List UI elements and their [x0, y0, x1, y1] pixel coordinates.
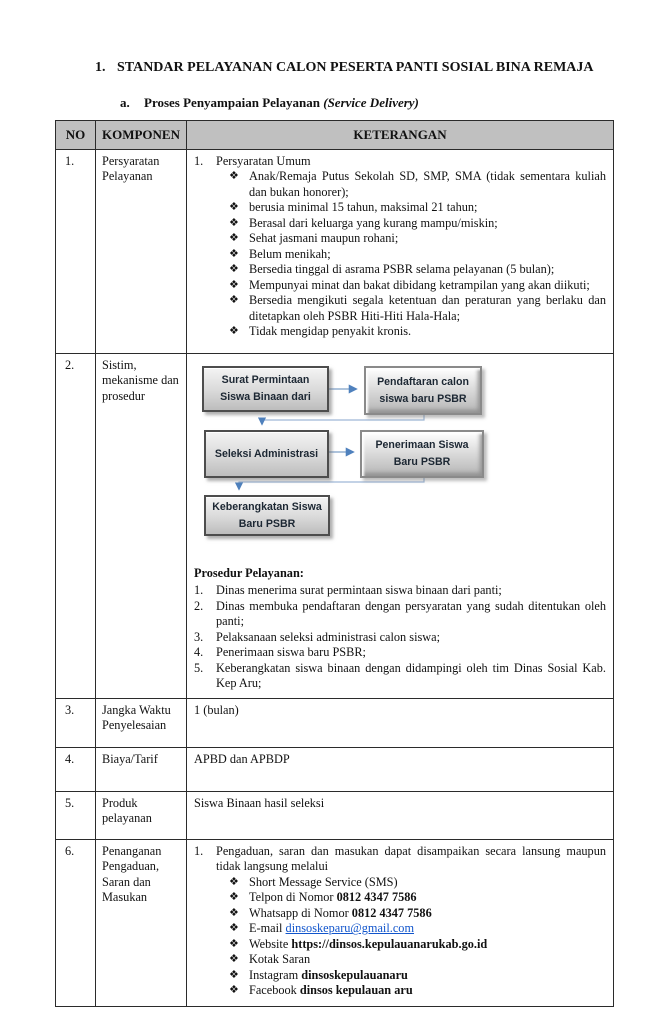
- row1-keterangan: [187, 150, 614, 354]
- row3-komponen: Jangka Waktu Penyelesaian: [96, 699, 187, 748]
- service-standard-table: [55, 120, 614, 1007]
- table-header-row: [56, 121, 614, 150]
- subtitle-text: Proses Penyampaian Pelayanan (Service Delivery): [144, 95, 419, 110]
- diamond-bullet-icon: ❖: [229, 170, 239, 183]
- header-no: NO: [56, 121, 96, 150]
- flowchart-box-penerimaan: Penerimaan Siswa Baru PSBR: [360, 430, 484, 478]
- list-item: ❖ Sehat jasmani maupun rohani;: [229, 231, 399, 246]
- channel-item-email: ❖ E-mail dinsoskeparu@gmail.com: [229, 921, 415, 936]
- row5-komponen: Produk pelayanan: [96, 792, 187, 840]
- list-item: 1. Pengaduan, saran dan masukan dapat disampaikan secara lansung maupun tidak langsung melalui: [194, 844, 606, 874]
- diamond-bullet-icon: ❖: [229, 263, 239, 276]
- channel-item-kotak-saran: ❖ Kotak Saran: [229, 952, 311, 967]
- diamond-bullet-icon: ❖: [229, 922, 239, 935]
- diamond-bullet-icon: ❖: [229, 216, 239, 229]
- section-subtitle: [120, 95, 419, 111]
- list-item: ❖ Belum menikah;: [229, 246, 331, 261]
- diamond-bullet-icon: ❖: [229, 968, 239, 981]
- diamond-bullet-icon: ❖: [229, 984, 239, 997]
- procedure-flowchart: [194, 360, 607, 552]
- email-link[interactable]: dinsoskeparu@gmail.com: [285, 921, 415, 936]
- subtitle-italic: (Service Delivery): [323, 95, 419, 110]
- page-title: [95, 60, 594, 76]
- list-item: ❖ Tidak mengidap penyakit kronis.: [229, 324, 412, 339]
- diamond-bullet-icon: ❖: [229, 201, 239, 214]
- phone-number: 0812 4347 7586: [336, 890, 417, 905]
- diamond-bullet-icon: ❖: [229, 953, 239, 966]
- list-item: 1. Persyaratan Umum: [194, 154, 311, 168]
- procedure-item: 1. Dinas menerima surat permintaan siswa binaan dari panti;: [194, 583, 502, 598]
- row2-keterangan: [187, 354, 614, 699]
- procedure-item: 3. Pelaksanaan seleksi administrasi calon siswa;: [194, 629, 441, 644]
- row4-no: 4.: [56, 748, 96, 792]
- row1-no: 1.: [56, 150, 96, 354]
- procedure-item: 2. Dinas membuka pendaftaran dengan persyaratan yang sudah ditentukan oleh panti;: [194, 598, 606, 629]
- title-number: 1.: [95, 60, 106, 75]
- list-item: ❖ Anak/Remaja Putus Sekolah SD, SMP, SMA (tidak sementara kuliah dan bukan honorer);: [229, 169, 606, 199]
- row5-keterangan: Siswa Binaan hasil seleksi: [187, 792, 614, 840]
- flowchart-box-pendaftaran: Pendaftaran calon siswa baru PSBR: [364, 366, 482, 415]
- row6-no: 6.: [56, 840, 96, 1007]
- channel-item-facebook: ❖ Facebook dinsos kepulauan aru: [229, 983, 413, 998]
- list-item: ❖ Bersedia mengikuti segala ketentuan dan peraturan yang berlaku dan ditetapkan oleh PSBR Hiti-Hiti Hala-Hala;: [229, 293, 606, 323]
- procedure-item: 5. Keberangkatan siswa binaan dengan didampingi oleh tim Dinas Sosial Kab. Kep Aru;: [194, 660, 606, 691]
- channel-item-sms: ❖ Short Message Service (SMS): [229, 874, 398, 889]
- subtitle-letter: a.: [120, 95, 130, 110]
- diamond-bullet-icon: ❖: [229, 247, 239, 260]
- row6-komponen: Penanganan Pengaduan, Saran dan Masukan: [96, 840, 187, 1007]
- diamond-bullet-icon: ❖: [229, 294, 239, 307]
- diamond-bullet-icon: ❖: [229, 875, 239, 888]
- flowchart-box-seleksi: Seleksi Administrasi: [204, 430, 329, 478]
- table-row: [56, 748, 614, 792]
- header-keterangan: KETERANGAN: [187, 121, 614, 150]
- row3-keterangan: 1 (bulan): [187, 699, 614, 748]
- row4-keterangan: APBD dan APBDP: [187, 748, 614, 792]
- row1-komponen: Persyaratan Pelayanan: [96, 150, 187, 354]
- channel-item-phone: ❖ Telpon di Nomor 0812 4347 7586: [229, 890, 417, 905]
- row2-komponen: Sistim, mekanisme dan prosedur: [96, 354, 187, 699]
- row6-keterangan: [187, 840, 614, 1007]
- flowchart-box-surat-permintaan: Surat Permintaan Siswa Binaan dari: [202, 366, 329, 412]
- table-row: [56, 354, 614, 699]
- diamond-bullet-icon: ❖: [229, 937, 239, 950]
- website-url: https://dinsos.kepulauanarukab.go.id: [291, 936, 488, 951]
- channel-item-instagram: ❖ Instagram dinsoskepulauanaru: [229, 967, 408, 982]
- channel-item-website: ❖ Website https://dinsos.kepulauanarukab.go.id: [229, 936, 488, 951]
- table-row: [56, 150, 614, 354]
- procedure-item: 4. Penerimaan siswa baru PSBR;: [194, 645, 366, 660]
- list-item: ❖ Bersedia tinggal di asrama PSBR selama pelayanan (5 bulan);: [229, 262, 555, 277]
- table-row: [56, 792, 614, 840]
- instagram-handle: dinsoskepulauanaru: [301, 967, 408, 982]
- diamond-bullet-icon: ❖: [229, 906, 239, 919]
- list-item: ❖ Berasal dari keluarga yang kurang mampu/miskin;: [229, 215, 498, 230]
- row4-komponen: Biaya/Tarif: [96, 748, 187, 792]
- diamond-bullet-icon: ❖: [229, 891, 239, 904]
- facebook-handle: dinsos kepulauan aru: [299, 983, 413, 998]
- diamond-bullet-icon: ❖: [229, 325, 239, 338]
- diamond-bullet-icon: ❖: [229, 232, 239, 245]
- list-item: ❖ Mempunyai minat dan bakat dibidang ketrampilan yang akan diikuti;: [229, 277, 590, 292]
- diamond-bullet-icon: ❖: [229, 278, 239, 291]
- title-text: STANDAR PELAYANAN CALON PESERTA PANTI SOSIAL BINA REMAJA: [117, 60, 594, 75]
- table-row: [56, 699, 614, 748]
- procedure-title: Prosedur Pelayanan:: [194, 566, 304, 580]
- whatsapp-number: 0812 4347 7586: [351, 905, 432, 920]
- row3-no: 3.: [56, 699, 96, 748]
- table-row: [56, 840, 614, 1007]
- list-item: ❖ berusia minimal 15 tahun, maksimal 21 tahun;: [229, 200, 478, 215]
- flowchart-box-keberangkatan: Keberangkatan Siswa Baru PSBR: [204, 495, 330, 536]
- header-komponen: KOMPONEN: [96, 121, 187, 150]
- channel-item-whatsapp: ❖ Whatsapp di Nomor 0812 4347 7586: [229, 905, 432, 920]
- row5-no: 5.: [56, 792, 96, 840]
- row2-no: 2.: [56, 354, 96, 699]
